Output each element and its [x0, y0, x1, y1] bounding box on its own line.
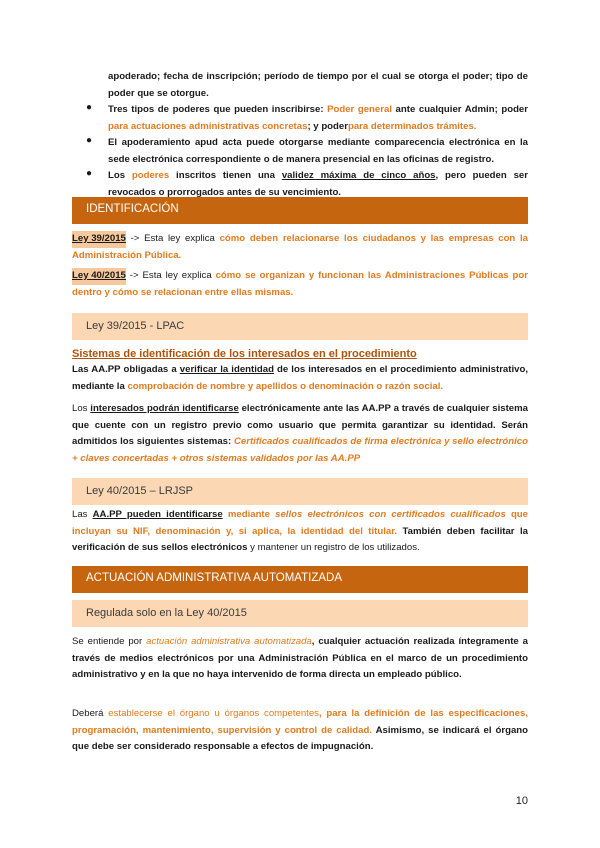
subsection-title: Ley 39/2015 - LPAC [86, 320, 185, 332]
subsection-title: Ley 40/2015 – LRJSP [86, 485, 194, 497]
paragraph [72, 362, 528, 395]
text: inscritos tienen una [169, 170, 282, 181]
subsection-header-regulada [72, 600, 528, 627]
text: Se entiende por [72, 636, 147, 647]
highlight: cómo se organizan y funcionan las Administraciones Públicas por dentro y cómo se relacionan entre ellas mismas. [72, 270, 529, 298]
lpac-content [72, 346, 528, 467]
bullet-icon: ● [86, 168, 93, 179]
highlight: que incluyan su NIF, denominación y, si aplica, la identidad del titular. [72, 509, 528, 537]
text: ante cualquier Admin; poder [391, 104, 528, 115]
highlight: poderes [131, 170, 170, 181]
highlight: sellos electrónicos con certificados cualificados [275, 509, 506, 520]
law-39-intro [72, 231, 528, 264]
highlight: para actuaciones administrativas concretas [108, 120, 308, 132]
text: considerado responsable a efectos de impugnación. [133, 741, 374, 752]
section-header-identificacion [72, 197, 528, 224]
underlined-text: AA.PP pueden identificarse [92, 509, 223, 520]
list-item [86, 102, 528, 135]
actuacion-paragraph-2 [72, 706, 528, 756]
law-40-intro [72, 268, 528, 301]
text: Asimismo, se indicará el órgano que debe ser [72, 724, 529, 752]
text: Deberá [72, 708, 109, 719]
law-label: Ley 39/2015 [72, 231, 126, 248]
bullet-icon: ● [86, 135, 93, 146]
highlight: Certificados cualificados de firma electrónica y sello electrónico + claves concertadas + otros sistemas validados por las AA.PP [72, 436, 528, 464]
underlined-text: validez máxima de cinco años [281, 170, 436, 181]
text: Los [72, 403, 91, 414]
highlight: cómo deben relacionarse los ciudadanos y las empresas con la Administración Pública. [72, 233, 529, 261]
law-label: Ley 40/2015 [72, 268, 126, 285]
bullet-text [108, 102, 528, 135]
highlight: Poder general [327, 104, 392, 115]
text: , pero pueden ser revocados o prorrogados antes de su vencimiento. [108, 170, 528, 198]
section-title: ACTUACIÓN ADMINISTRATIVA AUTOMATIZADA [86, 572, 343, 584]
paragraph [72, 401, 528, 467]
bullet-continuation-text: apoderado; fecha de inscripción; período de tiempo por el cual se otorga el poder; tipo de poder que se otorgue. [108, 71, 528, 99]
bullet-continuation [86, 69, 528, 102]
lrjsp-content [72, 507, 528, 557]
subsection-heading: Sistemas de identificación de los interesados en el procedimiento [72, 348, 417, 360]
list-item [86, 135, 528, 168]
paragraph [72, 231, 528, 264]
text: Tres tipos de poderes que pueden inscribirse: [108, 104, 328, 115]
section-title: IDENTIFICACIÓN [86, 203, 179, 215]
text: Las AA.PP obligadas a [72, 364, 180, 375]
paragraph [72, 507, 528, 557]
paragraph [72, 634, 528, 684]
underlined-text: verificar la identidad [179, 364, 274, 375]
underlined-text: interesados podrán identificarse [90, 403, 239, 414]
text: ; y [307, 120, 322, 132]
text: electrónicamente ante las AA.PP a través de cualquier sistema que cuente con un registro previo como usuario que permita garantizar su identidad. Serán admitidos los siguientes sistemas: [72, 403, 528, 447]
text: poder [321, 120, 348, 132]
highlight: para determinados trámites. [347, 120, 477, 132]
highlight: mediante [222, 509, 276, 520]
text: -> Esta ley explica [125, 270, 216, 281]
highlight: actuación administrativa automatizada [146, 636, 312, 647]
highlight: , para la definición de las especificaciones, programación, mantenimiento, supervisión y control de calidad. [72, 708, 529, 736]
highlight: establecerse el órgano u órganos competentes [108, 708, 319, 719]
text: , cualquier actuación realizada íntegramente a través de medios electrónicos por una Administración Pública en el marco de un procedimiento administrativo y en la que no haya intervenido de forma directa un empleado público. [72, 636, 528, 680]
actuacion-paragraph-1 [72, 634, 528, 684]
text: Los [108, 170, 132, 181]
bullet-list [86, 69, 528, 201]
text: de los interesados en el procedimiento administrativo, mediante la [72, 364, 528, 392]
subsection-header-lrjsp [72, 478, 528, 505]
text: -> Esta ley explica [125, 233, 220, 244]
paragraph [72, 268, 528, 301]
bullet-icon: ● [86, 102, 93, 113]
section-header-actuacion [72, 566, 528, 593]
bullet-text: El apoderamiento apud acta puede otorgarse mediante comparecencia electrónica en la sede electrónica correspondiente o de manera presencial en las oficinas de registro. [108, 137, 528, 165]
highlight: comprobación de nombre y apellidos o denominación o razón social. [127, 380, 444, 392]
text: Las [72, 509, 93, 520]
subsection-title: Regulada solo en la Ley 40/2015 [86, 607, 247, 619]
paragraph [72, 706, 528, 756]
text: y mantener un registro de los utilizados. [247, 542, 420, 553]
text: También deben facilitar la verificación de sus sellos electrónicos [72, 525, 528, 553]
page-number: 10 [515, 795, 528, 807]
subsection-header-lpac [72, 313, 528, 340]
